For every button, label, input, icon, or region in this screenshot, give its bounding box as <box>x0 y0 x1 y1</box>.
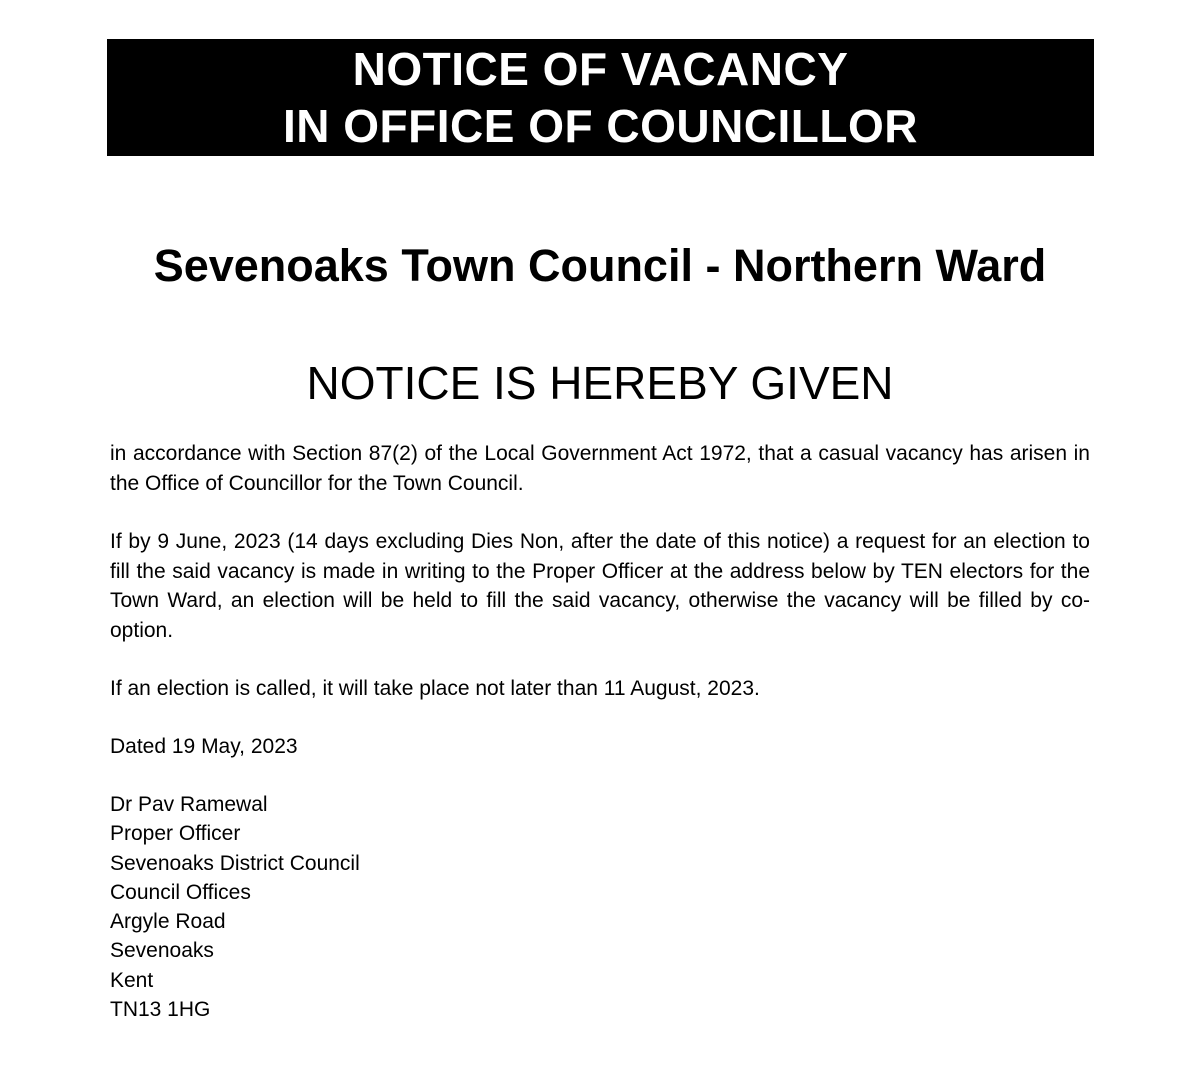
address-line-organisation: Sevenoaks District Council <box>110 851 360 875</box>
paragraph-election-request: If by 9 June, 2023 (14 days excluding Dies Non, after the date of this notice) a request for an election to fill the said vacancy is made in writing to the Proper Officer at the address below by TEN electors for the Town Ward, an election will be held to fill the said vacancy, otherwise the vacancy will be filled by co-option. <box>110 530 1090 642</box>
address-line-postcode: TN13 1HG <box>110 998 211 1022</box>
address-line-name: Dr Pav Ramewal <box>110 793 268 816</box>
notice-banner <box>107 39 1094 156</box>
banner-title-line-1: NOTICE OF VACANCY <box>352 42 849 95</box>
notice-heading: NOTICE IS HEREBY GIVEN <box>306 357 894 409</box>
council-ward-title: Sevenoaks Town Council - Northern Ward <box>153 240 1047 291</box>
address-line-county: Kent <box>110 968 154 992</box>
paragraph-legal-basis: in accordance with Section 87(2) of the Local Government Act 1972, that a casual vacancy has arisen in the Office of Councillor for the Town Council. <box>110 442 1090 495</box>
address-line-building: Council Offices <box>110 880 251 904</box>
notice-date: Dated 19 May, 2023 <box>110 735 298 758</box>
address-line-street: Argyle Road <box>110 910 226 934</box>
address-line-title: Proper Officer <box>110 822 241 846</box>
officer-address-block <box>110 790 710 1024</box>
banner-title-line-2: IN OFFICE OF COUNCILLOR <box>282 99 918 152</box>
paragraph-election-date: If an election is called, it will take place not later than 11 August, 2023. <box>110 677 760 700</box>
address-line-town: Sevenoaks <box>110 939 214 963</box>
